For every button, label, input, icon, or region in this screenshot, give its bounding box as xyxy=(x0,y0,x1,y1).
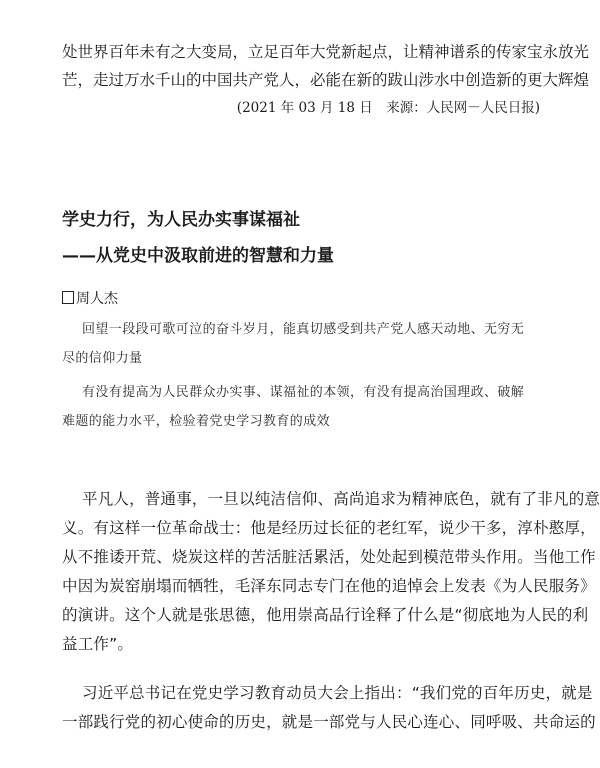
abstract-line-3: 有没有提高为人民群众办实事、谋福祉的本领，有没有提高治国理政、破解 xyxy=(82,385,525,400)
author-name: 周人杰 xyxy=(76,291,118,307)
paragraph1-line-5: 的演讲。这个人就是张思德，他用崇高品行诠释了什么是“彻底地为人民的利 xyxy=(62,606,589,624)
abstract-line-2: 尽的信仰力量 xyxy=(62,351,143,366)
top-paragraph-line-2: 芒，走过万水千山的中国共产党人，必能在新的跋山涉水中创造新的更大辉煌 xyxy=(62,71,590,89)
top-paragraph-line-1: 处世界百年未有之大变局，立足百年大党新起点，让精神谱系的传家宝永放光 xyxy=(62,43,590,61)
article-title: 学史力行，为人民办实事谋福祉 xyxy=(62,210,300,230)
paragraph1-line-1: 平凡人，普通事，一旦以纯洁信仰、高尚追求为精神底色，就有了非凡的意 xyxy=(82,490,600,508)
source-citation: (2021 年 03 月 18 日 来源：人民网－人民日报) xyxy=(236,100,540,116)
abstract-line-1: 回望一段段可歌可泣的奋斗岁月，能真切感受到共产党人感天动地、无穷无 xyxy=(82,322,525,337)
abstract-line-4: 难题的能力水平，检验着党史学习教育的成效 xyxy=(62,414,331,429)
paragraph1-line-4: 中因为炭窑崩塌而牺牲，毛泽东同志专门在他的追悼会上发表《为人民服务》 xyxy=(62,577,596,595)
paragraph1-line-2: 义。有这样一位革命战士：他是经历过长征的老红军，说少干多，淳朴憨厚， xyxy=(62,519,596,537)
author-line xyxy=(62,288,118,308)
paragraph2-line-1: 习近平总书记在党史学习教育动员大会上指出：“我们党的百年历史，就是 xyxy=(82,684,593,702)
paragraph1-line-3: 从不推诿开荒、烧炭这样的苦活脏活累活，处处起到模范带头作用。当他工作 xyxy=(62,548,596,566)
checkbox-square-icon xyxy=(62,291,74,304)
article-subtitle: ——从党史中汲取前进的智慧和力量 xyxy=(62,246,334,266)
paragraph1-line-6: 益工作”。 xyxy=(62,635,134,653)
paragraph2-line-2: 一部践行党的初心使命的历史，就是一部党与人民心连心、同呼吸、共命运的 xyxy=(62,713,596,731)
